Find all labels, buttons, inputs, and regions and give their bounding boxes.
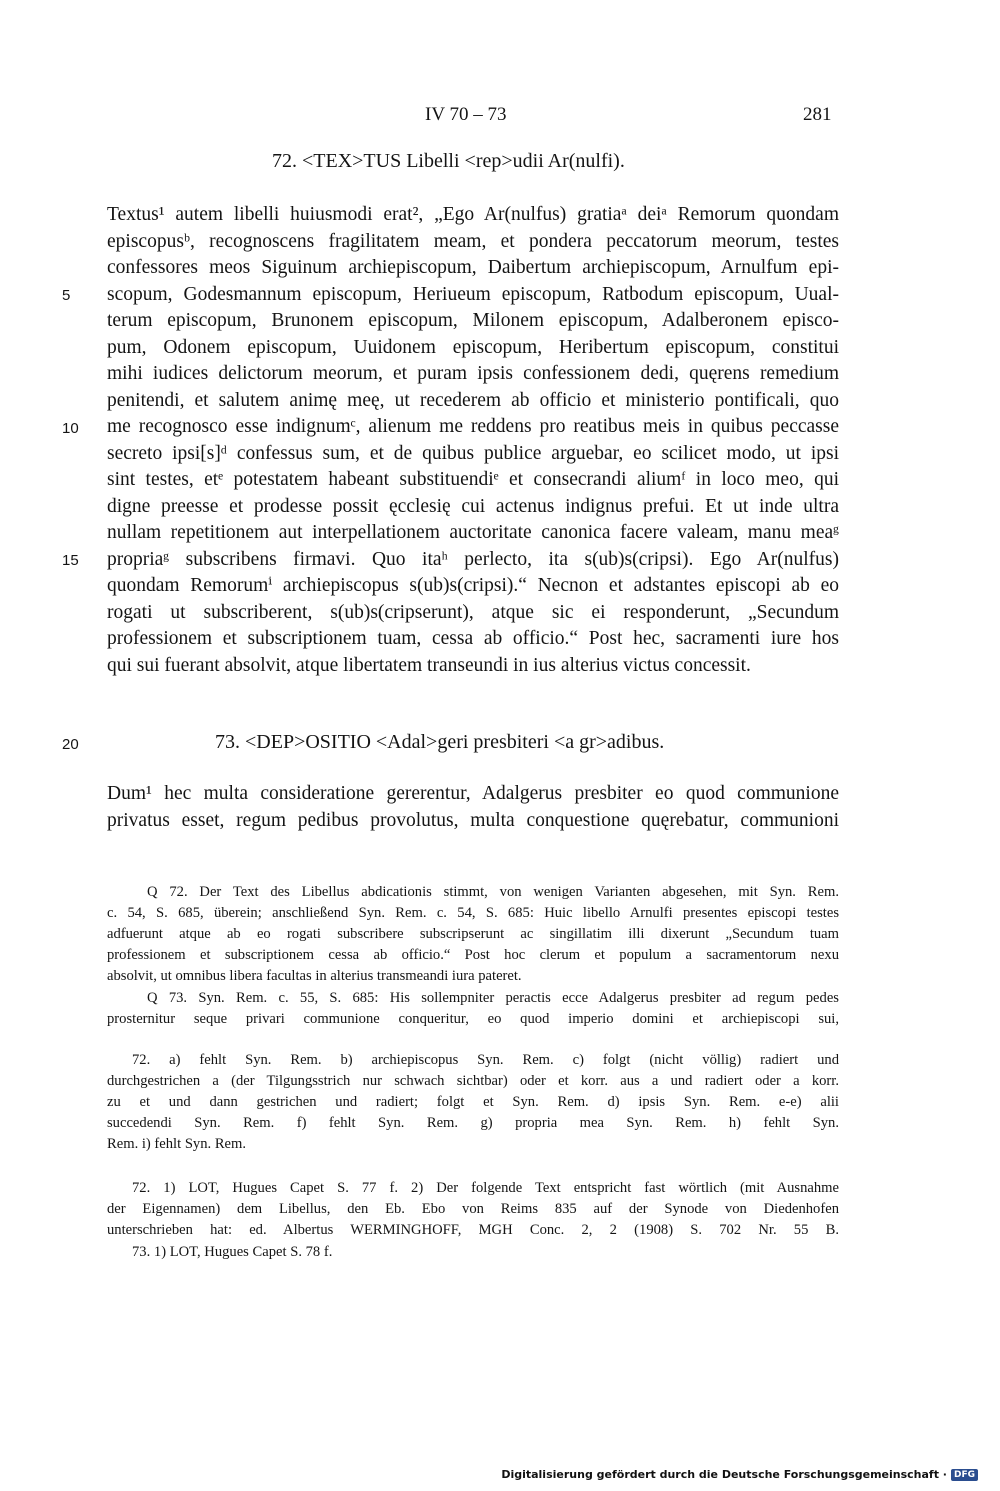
line-number: 20 — [62, 736, 79, 753]
footer-text: Digitalisierung gefördert durch die Deutsche Forschungsgemeinschaft · — [501, 1468, 947, 1481]
apparatus-line: 72. a) fehlt Syn. Rem. b) archiepiscopus Syn. Rem. c) folgt (nicht völlig) radiert und — [132, 1052, 839, 1068]
text-line: quondam Remorumⁱ archiepiscopus s(ub)s(cripsi).“ Necnon et adstantes episcopi ab eo — [107, 575, 839, 596]
text-line: secreto ipsi[s]ᵈ confessus sum, et de quibus publice arguebar, eo scilicet modo, ut ipsi — [107, 442, 839, 464]
text-line: digne preesse et prodesse possit ęcclesię cui actenus indignus prefui. Et ut inde ultra — [107, 495, 839, 517]
text-line: Dum¹ hec multa consideratione gererentur, Adalgerus presbiter eo quod communione — [107, 783, 839, 804]
page-number: 281 — [803, 104, 832, 125]
note-line: adfuerunt atque ab eo rogati subscribere subscripserunt ac singillatim illi dixerunt „Secundum tuam — [107, 926, 839, 942]
text-line: me recognosco esse indignumᶜ, alienum me reddens pro reatibus meis in quibus peccasse — [107, 416, 839, 437]
commentary-line: der Eigennamen) dem Libellus, den Eb. Ebo von Reims 835 auf der Synode von Diedenhofen — [107, 1201, 839, 1217]
line-number: 15 — [62, 552, 79, 569]
text-line: episcopusᵇ, recognoscens fragilitatem meam, et pondera peccatorum meorum, testes — [107, 230, 839, 252]
text-line: pum, Odonem episcopum, Uuidonem episcopum, Heribertum episcopum, constitui — [107, 336, 839, 358]
line-number: 5 — [62, 287, 71, 304]
note-line: professionem et subscriptionem cessa ab officio.“ Post hoc clerum et populum a sacramentorum nexu — [107, 947, 839, 963]
text-line: sint testes, etᵉ potestatem habeant substituendiᵉ et consecrandi aliumᶠ in loco meo, qui — [107, 469, 839, 490]
line-number: 10 — [62, 420, 79, 437]
apparatus-line: zu et und dann gestrichen und radiert; folgt et Syn. Rem. d) ipsis Syn. Rem. e-e) alii — [107, 1094, 839, 1110]
text-line: qui sui fuerant absolvit, atque libertatem transeundi in ius alterius victus concessit. — [107, 654, 751, 676]
chapter-73-heading: 73. <DEP>OSITIO <Adal>geri presbiteri <a gr>adibus. — [215, 731, 665, 753]
text-line: confessores meos Siguinum archiepiscopum, Daibertum archiepiscopum, Arnulfum epi- — [107, 257, 839, 278]
note-line: Q 73. Syn. Rem. c. 55, S. 685: His sollempniter peractis ecce Adalgerus presbiter ad regum pedes — [147, 990, 839, 1006]
note-line: c. 54, S. 685, überein; anschließend Syn. Rem. c. 54, S. 685: Huic libello Arnulfi presentes episcopi testes — [107, 905, 839, 921]
commentary-line: unterschrieben hat: ed. Albertus WERMINGHOFF, MGH Conc. 2, 2 (1908) S. 702 Nr. 55 B. — [107, 1222, 839, 1238]
digitization-footer — [501, 1468, 978, 1481]
text-line: mihi iudices delictorum meorum, et puram ipsis confessionem dedi, quęrens remedium — [107, 363, 839, 384]
chapter-72-heading: 72. <TEX>TUS Libelli <rep>udii Ar(nulfi). — [272, 150, 625, 172]
note-line: absolvit, ut omnibus libera facultas in alterius transmeandi iura pateret. — [107, 968, 522, 984]
text-line: privatus esset, regum pedibus provolutus, multa conquestione quęrebatur, communioni — [107, 809, 839, 831]
text-line: terum episcopum, Brunonem episcopum, Milonem episcopum, Adalberonem episco- — [107, 310, 839, 331]
text-line: penitendi, et salutem animę meę, ut recederem ab officio et ministerio pontificali, quo — [107, 389, 839, 411]
text-line: rogati ut subscriberent, s(ub)s(cripserunt), atque sic ei responderunt, „Secundum — [107, 601, 839, 623]
note-line: Q 72. Der Text des Libellus abdicationis stimmt, von wenigen Varianten abgesehen, mit Syn. Rem. — [147, 884, 839, 900]
dfg-logo: DFG — [951, 1469, 978, 1481]
text-line: propriaᵍ subscribens firmavi. Quo itaʰ perlecto, ita s(ub)s(cripsi). Ego Ar(nulfus) — [107, 548, 839, 570]
commentary-line: 72. 1) LOT, Hugues Capet S. 77 f. 2) Der folgende Text entspricht fast wörtlich (mit Ausnahme — [132, 1180, 839, 1196]
note-line: prosternitur seque privari communione conqueritur, eo quod imperio domini et archiepiscopi sui, — [107, 1011, 839, 1027]
running-head-left: IV 70 – 73 — [425, 104, 507, 125]
apparatus-line: durchgestrichen a (der Tilgungsstrich nur schwach sichtbar) oder et korr. aus a und radiert oder a korr. — [107, 1073, 839, 1089]
text-line: scopum, Godesmannum episcopum, Heriueum episcopum, Ratbodum episcopum, Uual- — [107, 283, 839, 305]
text-line: Textus¹ autem libelli huiusmodi erat², „Ego Ar(nulfus) gratiaᵃ deiᵃ Remorum quondam — [107, 204, 839, 225]
commentary-line: 73. 1) LOT, Hugues Capet S. 78 f. — [132, 1244, 333, 1260]
apparatus-line: succedendi Syn. Rem. f) fehlt Syn. Rem. g) propria mea Syn. Rem. h) fehlt Syn. — [107, 1115, 839, 1131]
apparatus-line: Rem. i) fehlt Syn. Rem. — [107, 1136, 247, 1152]
text-line: nullam repetitionem aut interpellationem auctoritate canonica facere valeam, manu meaᵍ — [107, 522, 839, 543]
text-line: professionem et subscriptionem tuam, cessa ab officio.“ Post hec, sacramenti iure hos — [107, 628, 839, 649]
